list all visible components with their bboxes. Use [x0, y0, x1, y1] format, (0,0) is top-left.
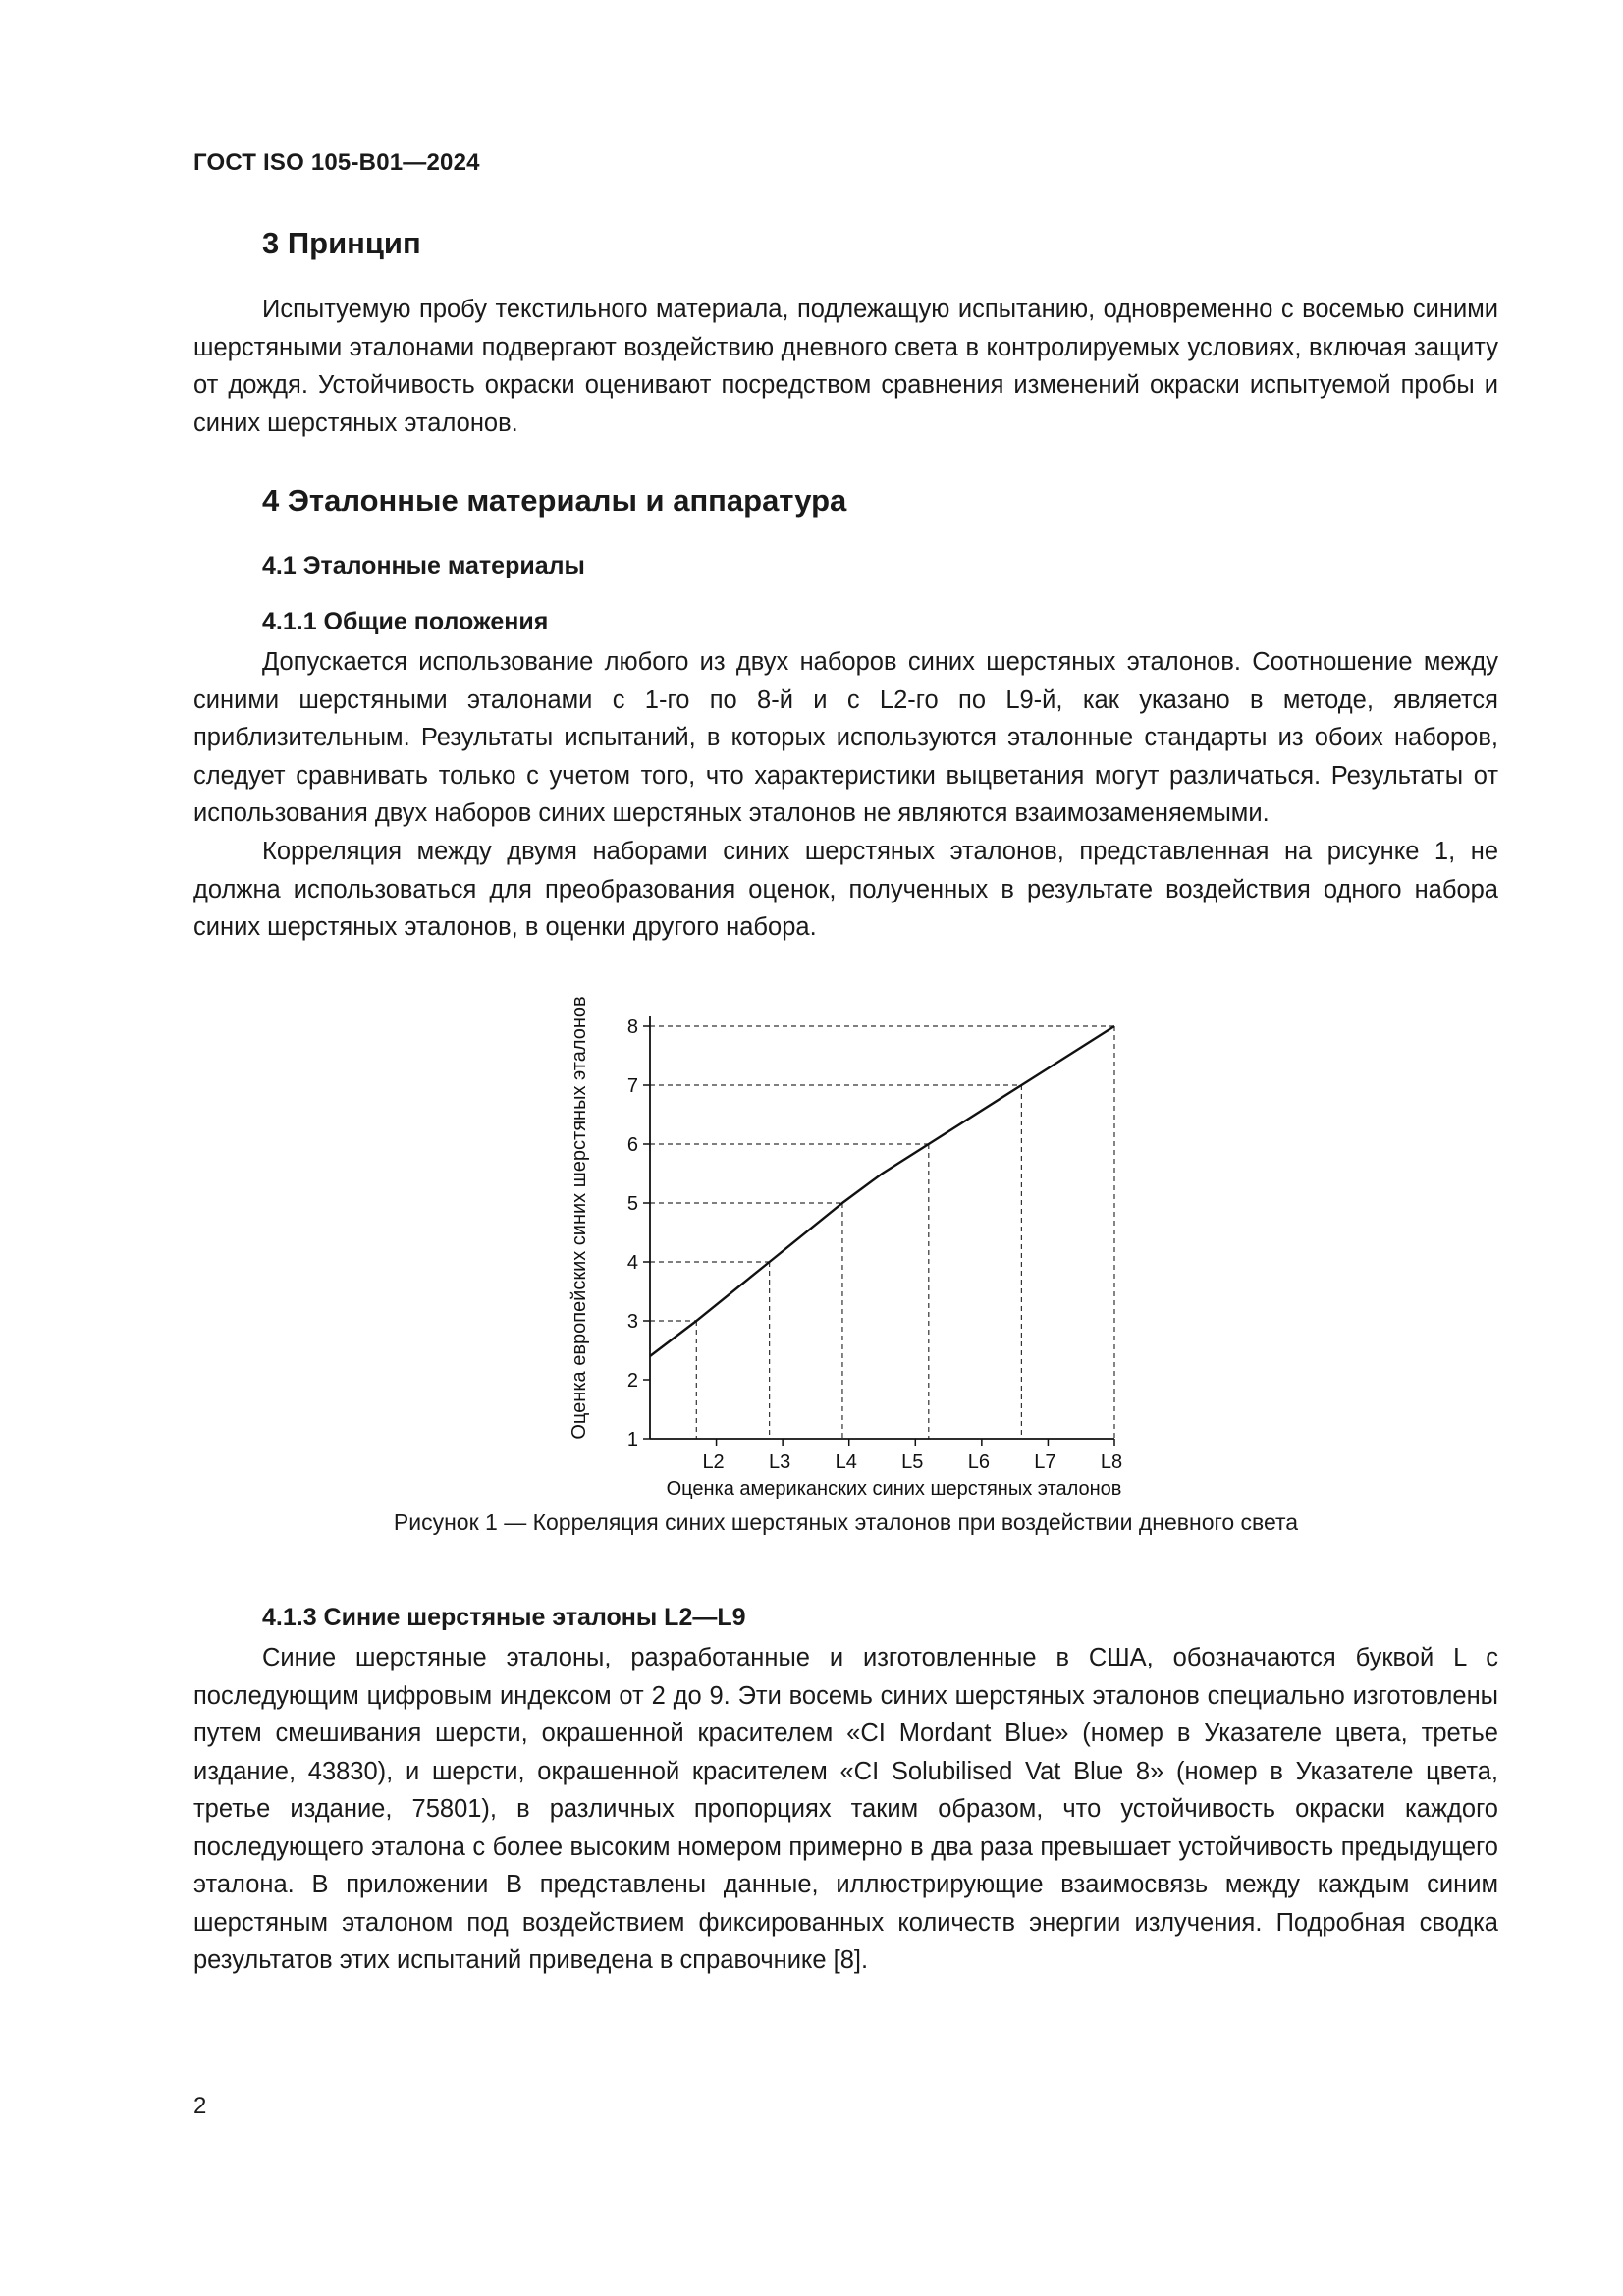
x-tick-label-L6: L6	[967, 1451, 990, 1473]
document-header: ГОСТ ISO 105-B01—2024	[193, 149, 480, 176]
section-4-1-1-paragraph-1: Допускается использование любого из двух наборов синих шерстяных эталонов. Соотношение между синими шерстяными эталонами с 1-го по 8-й и с L2-го по L9-й, как указано в методе, является приблизительным. Результаты испытаний, в которых используются эталонные стандарты из обоих наборов, следует сравнивать только с учетом того, что характеристики выцветания могут различаться. Результаты от использования двух наборов синих шерстяных эталонов не являются взаимозаменяемыми.	[193, 648, 1498, 827]
y-tick-label-1: 1	[626, 1429, 638, 1450]
section-4-1-3-title: 4.1.3 Синие шерстяные эталоны L2—L9	[262, 1604, 746, 1631]
section-3-title: 3 Принцип	[262, 226, 421, 260]
x-tick-label-L7: L7	[1034, 1451, 1056, 1473]
section-4-1-title: 4.1 Эталонные материалы	[262, 552, 585, 579]
y-axis-title: Оценка европейских синих шерстяных эталонов	[568, 996, 590, 1440]
y-tick-label-4: 4	[626, 1252, 638, 1274]
x-tick-label-L3: L3	[769, 1451, 791, 1473]
x-axis-title: Оценка американских синих шерстяных эталонов	[666, 1478, 1122, 1500]
section-4-1-1-title: 4.1.1 Общие положения	[262, 608, 549, 635]
y-tick-label-2: 2	[626, 1370, 638, 1392]
x-tick-label-L2: L2	[702, 1451, 725, 1473]
correlation-chart	[550, 957, 1139, 1500]
y-tick-label-3: 3	[626, 1311, 638, 1333]
section-4-title: 4 Эталонные материалы и аппаратура	[262, 483, 847, 518]
y-tick-label-5: 5	[626, 1193, 638, 1215]
y-tick-label-6: 6	[626, 1134, 638, 1156]
figure-caption: Рисунок 1 — Корреляция синих шерстяных эталонов при воздействии дневного света	[393, 1509, 1299, 1535]
section-4-1-1-paragraph-2: Корреляция между двумя наборами синих шерстяных эталонов, представленная на рисунке 1, не должна использоваться для преобразования оценок, полученных в результате воздействия одного набора синих шерстяных эталонов, в оценки другого набора.	[193, 838, 1498, 941]
y-tick-label-7: 7	[626, 1075, 638, 1097]
y-tick-label-8: 8	[626, 1016, 638, 1038]
correlation-line	[650, 1026, 1114, 1356]
section-3-paragraph: Испытуемую пробу текстильного материала, подлежащую испытанию, одновременно с восемью синими шерстяными эталонами подвергают воздействию дневного света в контролируемых условиях, включая защиту от дождя. Устойчивость окраски оценивают посредством сравнения изменений окраски испытуемой пробы и синих шерстяных эталонов.	[193, 296, 1498, 437]
x-tick-label-L5: L5	[901, 1451, 924, 1473]
page-number: 2	[193, 2093, 207, 2119]
x-tick-label-L8: L8	[1100, 1451, 1123, 1473]
x-tick-label-L4: L4	[835, 1451, 857, 1473]
section-4-1-3-paragraph: Синие шерстяные эталоны, разработанные и изготовленные в США, обозначаются буквой L с последующим цифровым индексом от 2 до 9. Эти восемь синих шерстяных эталонов специально изготовлены путем смешивания шерсти, окрашенной красителем «CI Mordant Blue» (номер в Указателе цвета, третье издание, 43830), и шерсти, окрашенной красителем «CI Solubilised Vat Blue 8» (номер в Указателе цвета, третье издание, 75801), в различных пропорциях таким образом, что устойчивость окраски каждого последующего эталона с более высоким номером примерно в два раза превышает устойчивость предыдущего эталона. В приложении В представлены данные, иллюстрирующие взаимосвязь между каждым синим шерстяным эталоном под воздействием фиксированных количеств энергии излучения. Подробная сводка результатов этих испытаний приведена в справочнике [8].	[193, 1644, 1498, 1974]
